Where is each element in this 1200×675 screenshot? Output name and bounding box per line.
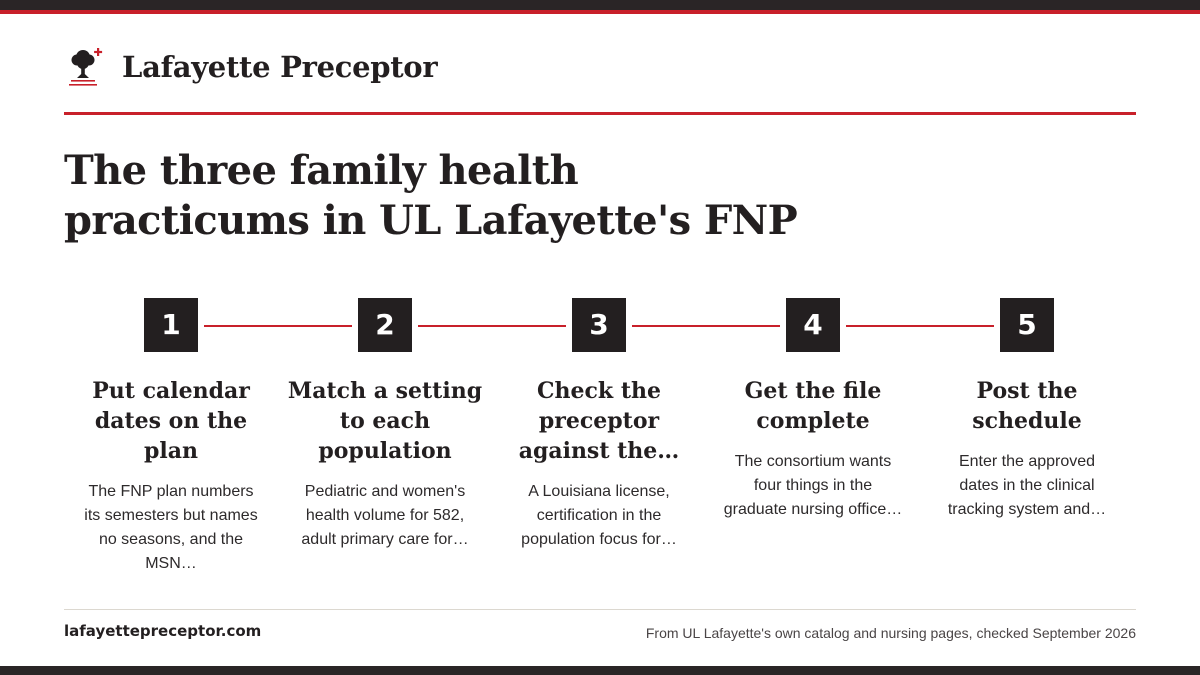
page-title-line-1: The three family health [64, 147, 579, 194]
step-number-badge: 3 [572, 298, 626, 352]
step-2 [278, 298, 492, 552]
step-description: The FNP plan numbers its semesters but names no seasons, and the MSN… [84, 483, 258, 572]
steps-timeline [64, 298, 1136, 572]
step-description: Pediatric and women's health volume for 582, adult primary care for… [301, 483, 469, 548]
footer-divider [64, 609, 1136, 610]
step-title: Match a setting to each population [287, 378, 483, 464]
step-number-badge: 1 [144, 298, 198, 352]
top-accent-stripe [0, 10, 1200, 14]
step-title: Check the preceptor against the… [518, 378, 680, 464]
footer-site-link[interactable]: lafayettepreceptor.com [64, 622, 262, 640]
step-title: Get the file complete [744, 378, 882, 434]
footer-source-note: From UL Lafayette's own catalog and nursing pages, checked September 2026 [645, 625, 1136, 641]
step-3 [492, 298, 706, 552]
step-1 [64, 298, 278, 576]
step-5 [920, 298, 1134, 522]
page-title [64, 146, 824, 246]
brand-header [64, 42, 437, 92]
step-number-badge: 4 [786, 298, 840, 352]
step-title: Post the schedule [972, 378, 1082, 434]
top-bar [0, 0, 1200, 10]
step-title: Put calendar dates on the plan [92, 378, 250, 464]
step-number-badge: 2 [358, 298, 412, 352]
step-description: The consortium wants four things in the graduate nursing office… [723, 453, 903, 518]
step-4 [706, 298, 920, 522]
bottom-bar [0, 666, 1200, 675]
step-description: Enter the approved dates in the clinical tracking system and… [947, 453, 1107, 518]
page-title-line-2: practicums in UL Lafayette's FNP [64, 197, 798, 244]
oak-tree-cross-icon [64, 45, 108, 89]
brand-name[interactable]: Lafayette Preceptor [122, 50, 438, 84]
header-divider [64, 112, 1136, 115]
step-description: A Louisiana license, certification in the population focus for… [521, 483, 677, 548]
step-number-badge: 5 [1000, 298, 1054, 352]
